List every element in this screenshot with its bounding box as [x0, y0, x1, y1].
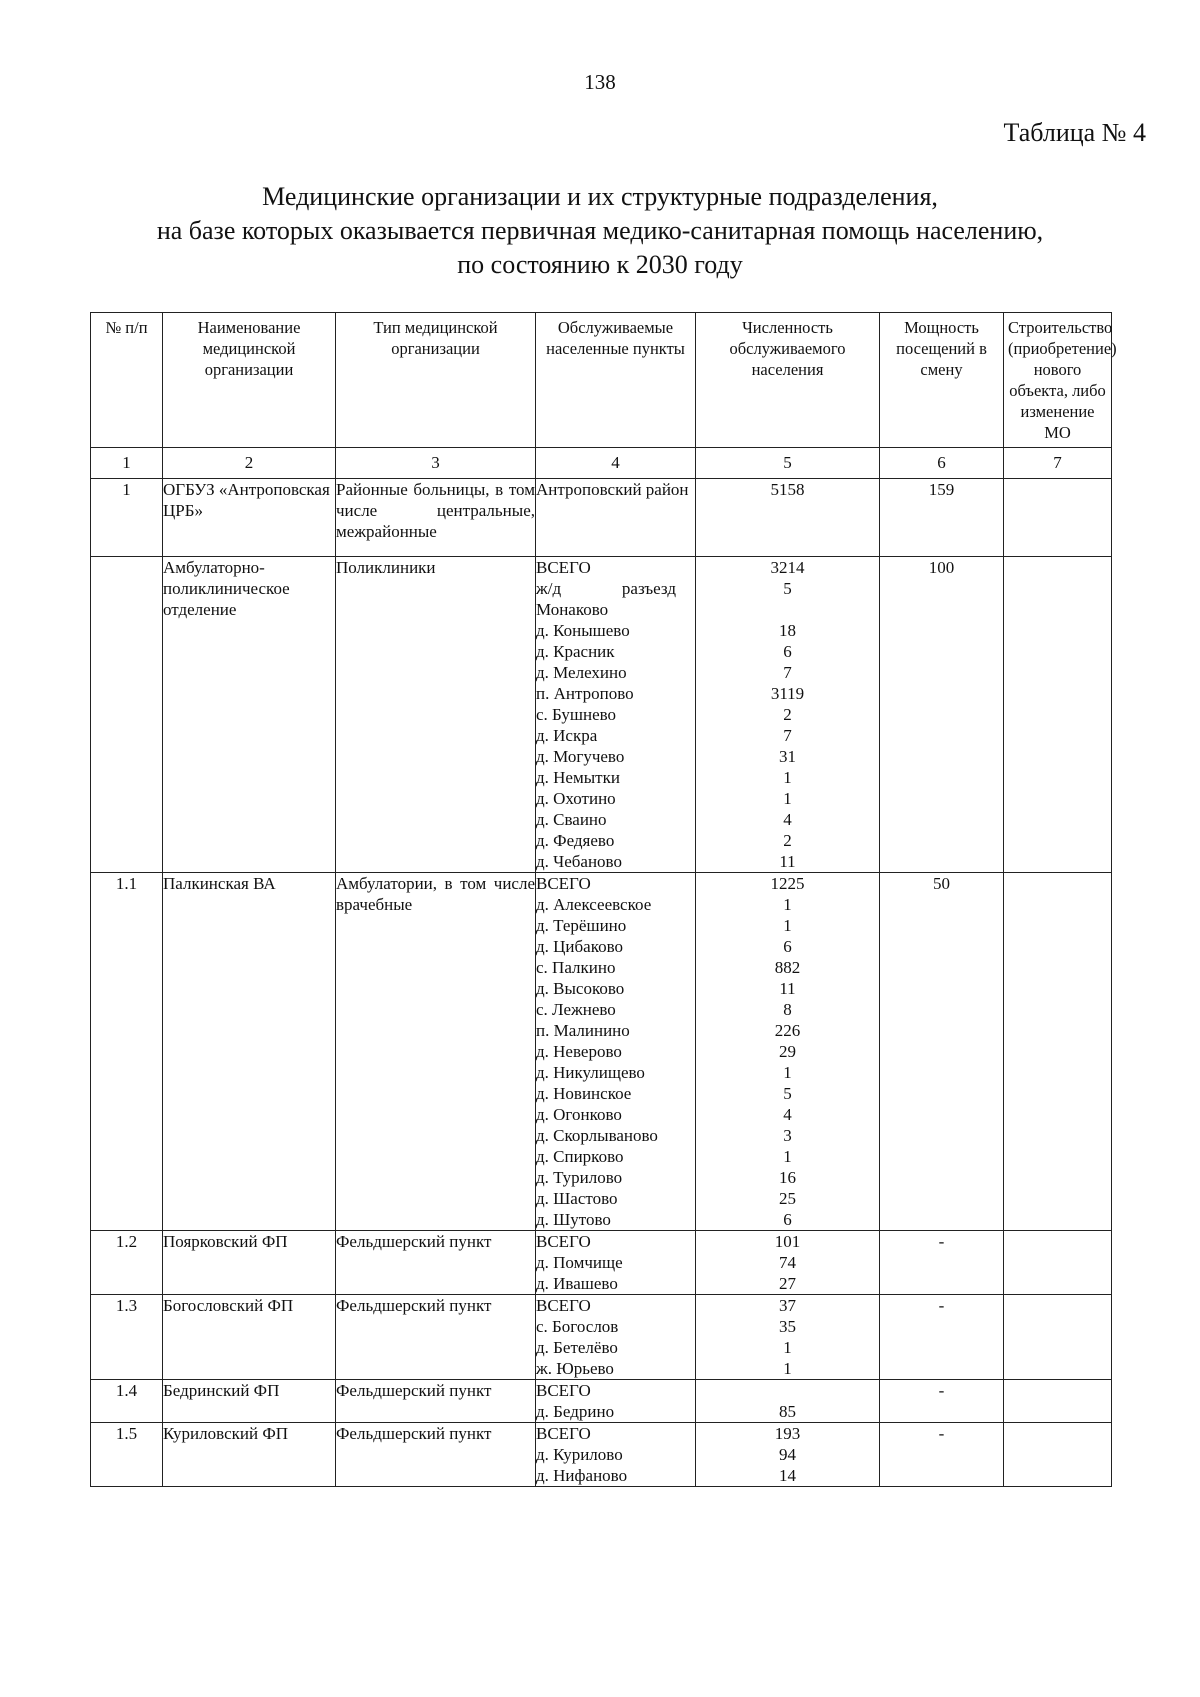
population-values — [696, 1423, 880, 1487]
population-value: 94 — [779, 1445, 796, 1464]
header-cell: Тип медицинской организации — [336, 313, 536, 448]
column-number: 5 — [696, 448, 880, 479]
place-name: д. Мелехино — [536, 663, 627, 682]
row-number: 1 — [91, 479, 163, 557]
place-name: ж. Юрьево — [536, 1359, 614, 1378]
population-value: 35 — [779, 1317, 796, 1336]
visit-capacity: - — [880, 1295, 1004, 1380]
table-row — [91, 1423, 1112, 1487]
place-name: д. Турилово — [536, 1168, 623, 1187]
population-value: 2 — [783, 831, 792, 850]
organizations-table — [90, 312, 1117, 1487]
population-values — [696, 873, 880, 1231]
organization-name: Палкинская ВА — [163, 873, 336, 1231]
construction-note — [1004, 1423, 1112, 1487]
served-places — [536, 873, 696, 1231]
organization-name: Амбулаторно-поликлиническое отделение — [163, 557, 336, 873]
visit-capacity: - — [880, 1231, 1004, 1295]
organization-name: Поярковский ФП — [163, 1231, 336, 1295]
organization-type: Фельдшерский пункт — [336, 1423, 536, 1487]
served-places — [536, 557, 696, 873]
column-number: 1 — [91, 448, 163, 479]
population-value: 1 — [783, 789, 792, 808]
column-number: 2 — [163, 448, 336, 479]
population-value: 31 — [779, 747, 796, 766]
population-value: 8 — [783, 1000, 792, 1019]
population-value: 5158 — [770, 480, 805, 499]
place-name: с. Палкино — [536, 958, 616, 977]
place-name: д. Сваино — [536, 810, 607, 829]
place-name: д. Могучево — [536, 747, 625, 766]
population-value: 193 — [774, 1424, 801, 1443]
population-value: 11 — [779, 979, 796, 998]
table-row — [91, 873, 1112, 1231]
population-value: 37 — [779, 1296, 796, 1315]
place-name: ВСЕГО — [536, 1232, 591, 1251]
page-number: 138 — [584, 70, 616, 94]
population-value: 6 — [783, 642, 792, 661]
title-line: по состоянию к 2030 году — [457, 250, 743, 279]
population-value: 2 — [783, 705, 792, 724]
construction-note — [1004, 557, 1112, 873]
served-places — [536, 1295, 696, 1380]
organization-name: ОГБУЗ «Антроповская ЦРБ» — [163, 479, 336, 557]
population-values — [696, 1295, 880, 1380]
place-name: д. Курилово — [536, 1445, 623, 1464]
population-value: 6 — [783, 1210, 792, 1229]
population-value: 29 — [779, 1042, 796, 1061]
place-name: д. Цибаково — [536, 937, 624, 956]
column-number: 3 — [336, 448, 536, 479]
table-row — [91, 1231, 1112, 1295]
header-row — [91, 313, 1112, 448]
population-value — [696, 599, 879, 620]
header-cell: Наименование медицинской организации — [163, 313, 336, 448]
served-places — [536, 1423, 696, 1487]
row-number: 1.1 — [91, 873, 163, 1231]
construction-note — [1004, 1231, 1112, 1295]
place-name: д. Охотино — [536, 789, 616, 808]
table-body — [91, 479, 1112, 1487]
population-value: 25 — [779, 1189, 796, 1208]
place-name: Антроповский район — [536, 480, 689, 499]
population-value: 4 — [783, 1105, 792, 1124]
place-name: д. Никулищево — [536, 1063, 645, 1082]
place-name: д. Федяево — [536, 831, 615, 850]
place-name: д. Немытки — [536, 768, 620, 787]
document-title — [0, 180, 1200, 282]
place-name: ВСЕГО — [536, 1296, 591, 1315]
organization-type: Фельдшерский пункт — [336, 1231, 536, 1295]
organization-name: Бедринский ФП — [163, 1380, 336, 1423]
header-cell: Обслуживаемые населенные пункты — [536, 313, 696, 448]
population-value: 85 — [779, 1402, 796, 1421]
population-value: 1 — [783, 1147, 792, 1166]
place-name: д. Неверово — [536, 1042, 622, 1061]
population-value: 1 — [783, 1359, 792, 1378]
organization-name: Куриловский ФП — [163, 1423, 336, 1487]
served-places — [536, 1380, 696, 1423]
place-name: д. Бедрино — [536, 1402, 615, 1421]
column-number-row — [91, 448, 1112, 479]
organization-type: Поликлиники — [336, 557, 536, 873]
title-line: Медицинские организации и их структурные подразделения, — [262, 182, 938, 211]
population-value: 14 — [779, 1466, 796, 1485]
table-row — [91, 1295, 1112, 1380]
population-value: 16 — [779, 1168, 796, 1187]
construction-note — [1004, 1295, 1112, 1380]
construction-note — [1004, 873, 1112, 1231]
place-name: д. Спирково — [536, 1147, 624, 1166]
population-value: 18 — [779, 621, 796, 640]
column-number: 4 — [536, 448, 696, 479]
place-name: д. Ивашево — [536, 1274, 618, 1293]
served-places — [536, 1231, 696, 1295]
population-value: 3 — [783, 1126, 792, 1145]
population-value: 5 — [783, 579, 792, 598]
place-name: д. Помчище — [536, 1253, 623, 1272]
population-value: 27 — [779, 1274, 796, 1293]
table-row — [91, 557, 1112, 873]
header-cell: Численность обслуживаемого населения — [696, 313, 880, 448]
population-values — [696, 1380, 880, 1423]
place-name: д. Огонково — [536, 1105, 622, 1124]
place-name: д. Высоково — [536, 979, 625, 998]
population-value: 1 — [783, 916, 792, 935]
place-name: д. Искра — [536, 726, 598, 745]
visit-capacity: 159 — [880, 479, 1004, 557]
population-value: 5 — [783, 1084, 792, 1103]
population-value: 7 — [783, 726, 792, 745]
table-caption: Таблица № 4 — [1003, 118, 1146, 147]
place-name: п. Малинино — [536, 1021, 630, 1040]
place-name: ВСЕГО — [536, 558, 591, 577]
header-cell: Строительство (приобретение) нового объекта, либо изменение МО — [1004, 313, 1112, 448]
place-name: д. Красник — [536, 642, 615, 661]
place-name: д. Терёшино — [536, 916, 627, 935]
population-value: 3119 — [770, 684, 805, 703]
organization-type: Фельдшерский пункт — [336, 1295, 536, 1380]
place-name: д. Конышево — [536, 621, 630, 640]
population-value: 1 — [783, 1338, 792, 1357]
visit-capacity: 50 — [880, 873, 1004, 1231]
column-number: 6 — [880, 448, 1004, 479]
place-name: с. Бушнево — [536, 705, 617, 724]
column-number: 7 — [1004, 448, 1112, 479]
population-value — [696, 1380, 879, 1401]
place-name: д. Бетелёво — [536, 1338, 618, 1357]
place-name: д. Чебаново — [536, 852, 622, 871]
population-value: 101 — [774, 1232, 801, 1251]
population-value: 226 — [774, 1021, 801, 1040]
place-name: д. Шастово — [536, 1189, 618, 1208]
place-name: д. Шутово — [536, 1210, 611, 1229]
row-number: 1.3 — [91, 1295, 163, 1380]
place-name: д. Нифаново — [536, 1466, 628, 1485]
header-cell: Мощность посещений в смену — [880, 313, 1004, 448]
organization-name: Богословский ФП — [163, 1295, 336, 1380]
place-name: п. Антропово — [536, 684, 634, 703]
population-values — [696, 479, 880, 557]
population-values — [696, 1231, 880, 1295]
place-name: с. Лежнево — [536, 1000, 616, 1019]
visit-capacity: - — [880, 1423, 1004, 1487]
population-value: 11 — [779, 852, 796, 871]
table-row — [91, 1380, 1112, 1423]
table-row — [91, 479, 1112, 557]
population-value: 1 — [783, 768, 792, 787]
place-name: д. Новинское — [536, 1084, 632, 1103]
organization-type: Фельдшерский пункт — [336, 1380, 536, 1423]
population-value: 74 — [779, 1253, 796, 1272]
row-number: 1.5 — [91, 1423, 163, 1487]
construction-note — [1004, 1380, 1112, 1423]
construction-note — [1004, 479, 1112, 557]
title-line: на базе которых оказывается первичная медико-санитарная помощь населению, — [156, 216, 1044, 245]
place-name: ж/д разъезд Монаково — [536, 579, 676, 619]
population-value: 7 — [783, 663, 792, 682]
population-value: 1 — [783, 895, 792, 914]
place-name: д. Алексеевское — [536, 895, 652, 914]
population-value: 1225 — [770, 874, 805, 893]
population-value: 882 — [774, 958, 801, 977]
population-value: 3214 — [770, 558, 805, 577]
organization-type: Районные больницы, в том числе центральные, межрайонные — [336, 479, 536, 557]
place-name: д. Скорлываново — [536, 1126, 658, 1145]
visit-capacity: - — [880, 1380, 1004, 1423]
row-number — [91, 557, 163, 873]
population-values — [696, 557, 880, 873]
population-value: 6 — [783, 937, 792, 956]
organization-type: Амбулатории, в том числе врачебные — [336, 873, 536, 1231]
population-value: 4 — [783, 810, 792, 829]
header-cell: № п/п — [91, 313, 163, 448]
visit-capacity: 100 — [880, 557, 1004, 873]
row-number: 1.2 — [91, 1231, 163, 1295]
served-places — [536, 479, 696, 557]
place-name: ВСЕГО — [536, 1381, 591, 1400]
place-name: ВСЕГО — [536, 874, 591, 893]
place-name: с. Богослов — [536, 1317, 619, 1336]
population-value: 1 — [783, 1063, 792, 1082]
row-number: 1.4 — [91, 1380, 163, 1423]
place-name: ВСЕГО — [536, 1424, 591, 1443]
